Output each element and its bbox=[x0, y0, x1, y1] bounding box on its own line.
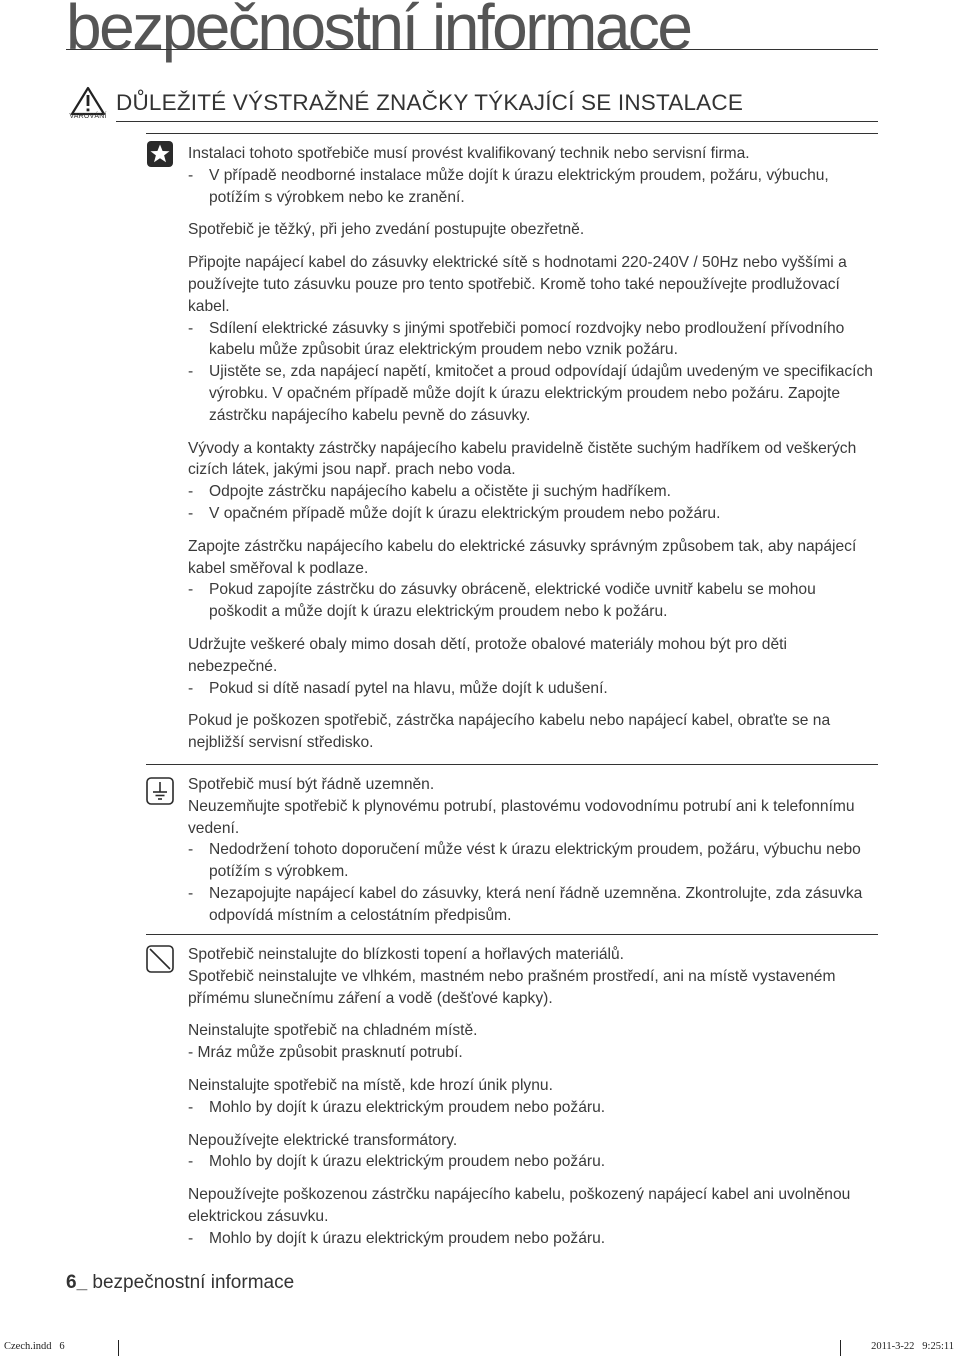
bullet-text: Mohlo by dojít k úrazu elektrickým proudem nebo požáru. bbox=[209, 1153, 606, 1171]
bullet-dash: - bbox=[188, 1098, 194, 1116]
bullet-dash: - bbox=[188, 166, 194, 184]
content-block bbox=[188, 634, 878, 699]
bullet-item bbox=[188, 503, 878, 525]
content-block bbox=[188, 1184, 878, 1249]
paragraph-text: Instalaci tohoto spotřebiče musí provést kvalifikovaný technik nebo servisní firma. bbox=[188, 145, 750, 162]
section-content-installation bbox=[188, 143, 878, 765]
bullet-dash: - bbox=[188, 841, 194, 859]
bullet-item bbox=[188, 318, 878, 362]
warning-label: VAROVÁNÍ bbox=[69, 113, 107, 120]
bullet-dash: - bbox=[188, 483, 194, 501]
bullet-item bbox=[188, 883, 878, 927]
bullet-text: Pokud si dítě nasadí pytel na hlavu, může dojít k udušení. bbox=[209, 679, 608, 697]
paragraph-text: - Mráz může způsobit prasknutí potrubí. bbox=[188, 1044, 463, 1062]
section-divider bbox=[146, 133, 878, 134]
bullet-dash: - bbox=[188, 504, 194, 522]
bullet-dash: - bbox=[188, 581, 194, 599]
paragraph-text: Nepoužívejte elektrické transformátory. bbox=[188, 1131, 458, 1149]
content-block bbox=[188, 438, 878, 525]
footer-text: bezpečnostní informace bbox=[92, 1272, 295, 1293]
section-divider bbox=[146, 934, 878, 935]
bullet-item bbox=[188, 361, 878, 426]
bullet-dash: - bbox=[188, 679, 194, 697]
paragraph-text: Pokud je poškozen spotřebič, zástrčka napájecího kabelu nebo napájecí kabel, obraťte se na nejbližší servisní středisko. bbox=[188, 712, 831, 752]
section-content-prohibited bbox=[188, 944, 878, 1261]
heading-rule bbox=[116, 121, 878, 122]
bullet-dash: - bbox=[188, 1229, 194, 1247]
paragraph-text: Zapojte zástrčku napájecího kabelu do elektrické zásuvky správným způsobem tak, aby napájecí kabel směřoval k podlaze. bbox=[188, 537, 857, 577]
bullet-item bbox=[188, 1151, 878, 1173]
bullet-text: V případě neodborné instalace může dojít k úrazu elektrickým proudem, požáru, výbuchu, potížím s výrobkem nebo ke zranění. bbox=[209, 166, 829, 206]
print-timestamp: 2011-3-22 9:25:11 bbox=[871, 1341, 954, 1352]
ground-plug-icon bbox=[146, 777, 174, 805]
paragraph-text: Neinstalujte spotřebič na chladném místě. bbox=[188, 1022, 478, 1040]
paragraph-text: Spotřebič musí být řádně uzemněn. bbox=[188, 776, 435, 793]
section-divider bbox=[146, 764, 878, 765]
content-block bbox=[188, 219, 878, 241]
section-heading: DŮLEŽITÉ VÝSTRAŽNÉ ZNAČKY TÝKAJÍCÍ SE INSTALACE bbox=[116, 90, 744, 115]
bullet-dash: - bbox=[188, 1153, 194, 1171]
bullet-text: Odpojte zástrčku napájecího kabelu a očistěte ji suchým hadříkem. bbox=[209, 483, 671, 501]
bullet-item bbox=[188, 678, 878, 700]
paragraph-text: Připojte napájecí kabel do zásuvky elektrické sítě s hodnotami 220-240V / 50Hz nebo vyššími a používejte tuto zásuvku pouze pro tento spotřebič. Kromě toho také nepoužívejte prodlužovací kabel. bbox=[188, 254, 847, 315]
bullet-item bbox=[188, 579, 878, 623]
paragraph-text: Spotřebič neinstalujte ve vlhkém, mastném nebo prašném prostředí, ani na místě vystaveném přímému slunečnímu záření a vodě (dešťové kapky). bbox=[188, 967, 836, 1007]
bullet-item bbox=[188, 481, 878, 503]
page-footer bbox=[66, 1272, 294, 1294]
bullet-text: Nezapojujte napájecí kabel do zásuvky, která není řádně uzemněna. Zkontrolujte, zda zásuvka odpovídá místním a celostátním předpisům. bbox=[209, 884, 863, 924]
crop-mark bbox=[840, 1340, 841, 1356]
bullet-text: Nedodržení tohoto doporučení může vést k úrazu elektrickým proudem, požáru, výbuchu nebo potížím s výrobkem. bbox=[209, 841, 861, 881]
bullet-item bbox=[188, 165, 878, 209]
content-block bbox=[188, 536, 878, 623]
content-block bbox=[188, 774, 878, 927]
crop-mark bbox=[118, 1340, 119, 1356]
paragraph-text: Udržujte veškeré obaly mimo dosah dětí, protože obalové materiály mohou být pro děti nebezpečné. bbox=[188, 635, 787, 675]
bullet-text: Mohlo by dojít k úrazu elektrickým proudem nebo požáru. bbox=[209, 1098, 606, 1116]
content-block bbox=[188, 1020, 878, 1064]
bullet-text: V opačném případě může dojít k úrazu elektrickým proudem nebo požáru. bbox=[209, 504, 721, 522]
page-number: 6_ bbox=[66, 1272, 88, 1293]
paragraph-text: Spotřebič neinstalujte do blízkosti topení a hořlavých materiálů. bbox=[188, 946, 625, 963]
bullet-text: Ujistěte se, zda napájecí napětí, kmitočet a proud odpovídají údajům uvedeným ve specifikacích výrobku. V opačném případě může dojít k úrazu elektrickým proudem nebo požáru. Zapojte zástrčku napájecího kabelu pevně do zásuvky. bbox=[209, 363, 873, 424]
bullet-dash: - bbox=[188, 884, 194, 902]
bullet-dash: - bbox=[188, 319, 194, 337]
paragraph-text: Neuzemňujte spotřebič k plynovému potrubí, plastovému vodovodnímu potrubí ani k telefonnímu vedení. bbox=[188, 797, 855, 837]
print-filename: Czech.indd 6 bbox=[4, 1341, 65, 1352]
content-block bbox=[188, 1130, 878, 1174]
star-instruction-icon bbox=[146, 140, 174, 168]
page-title: bezpečnostní informace bbox=[66, 0, 691, 63]
bullet-text: Pokud zapojíte zástrčku do zásuvky obráceně, elektrické vodiče uvnitř kabelu se mohou poškodit a může dojít k úrazu elektrickým proudem nebo k požáru. bbox=[209, 581, 816, 621]
prohibited-icon bbox=[146, 945, 174, 973]
bullet-text: Mohlo by dojít k úrazu elektrickým proudem nebo požáru. bbox=[209, 1229, 606, 1247]
content-block bbox=[188, 252, 878, 426]
section-content-grounding bbox=[188, 774, 878, 938]
paragraph-text: Neinstalujte spotřebič na místě, kde hrozí únik plynu. bbox=[188, 1076, 553, 1094]
title-rule bbox=[66, 49, 878, 50]
bullet-item bbox=[188, 839, 878, 883]
paragraph-text: Nepoužívejte poškozenou zástrčku napájecího kabelu, poškozený napájecí kabel ani uvolněnou elektrickou zásuvku. bbox=[188, 1186, 851, 1225]
bullet-dash: - bbox=[188, 363, 194, 381]
content-block bbox=[188, 1075, 878, 1119]
paragraph-text: Vývody a kontakty zástrčky napájecího kabelu pravidelně čistěte suchým hadříkem od veškerých cizích látek, jakými jsou např. prach nebo voda. bbox=[188, 439, 857, 479]
paragraph-text: Spotřebič je těžký, při jeho zvedání postupujte obezřetně. bbox=[188, 221, 585, 239]
bullet-item bbox=[188, 1097, 878, 1119]
bullet-text: Sdílení elektrické zásuvky s jinými spotřebiči pomocí rozdvojky nebo prodloužení přívodního kabelu může způsobit úraz elektrickým proudem nebo vznik požáru. bbox=[209, 319, 845, 359]
bullet-item bbox=[188, 1228, 878, 1250]
content-block bbox=[188, 710, 878, 754]
content-block bbox=[188, 944, 878, 1009]
content-block bbox=[188, 143, 878, 208]
